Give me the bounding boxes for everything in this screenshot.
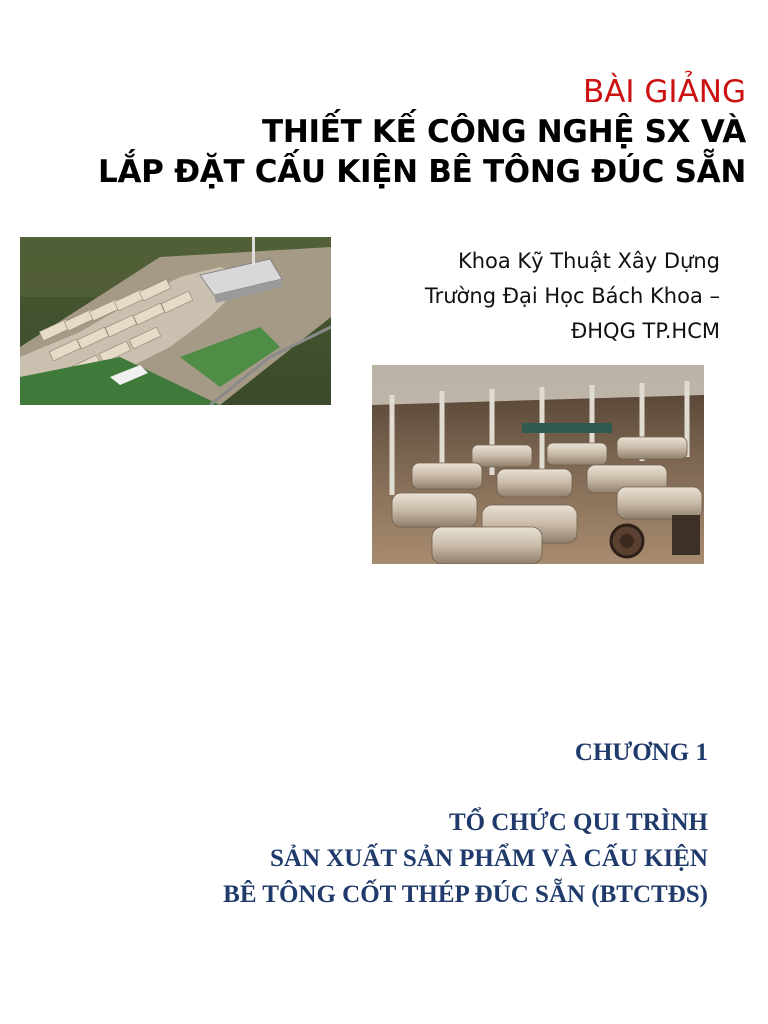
title-line-2: LẮP ĐẶT CẤU KIỆN BÊ TÔNG ĐÚC SẴN [98,154,746,190]
chapter-title-line-3: BÊ TÔNG CỐT THÉP ĐÚC SẴN (BTCTĐS) [223,881,708,908]
chapter-block [223,733,708,913]
university-name: Trường Đại Học Bách Khoa – [424,284,720,308]
affiliation [425,244,720,349]
title-block [98,72,746,192]
aerial-factory-photo [20,237,331,405]
university-system: ĐHQG TP.HCM [570,319,720,343]
title-kicker: BÀI GIẢNG [582,74,746,110]
department-name: Khoa Kỹ Thuật Xây Dựng [457,249,720,273]
chapter-title-line-2: SẢN XUẤT SẢN PHẨM VÀ CẤU KIỆN [269,845,708,872]
title-line-1: THIẾT KẾ CÔNG NGHỆ SX VÀ [261,114,746,150]
chapter-title-line-1: TỔ CHỨC QUI TRÌNH [448,809,708,836]
chapter-label: CHƯƠNG 1 [574,739,708,766]
concrete-pipe-factory-photo [372,365,704,564]
